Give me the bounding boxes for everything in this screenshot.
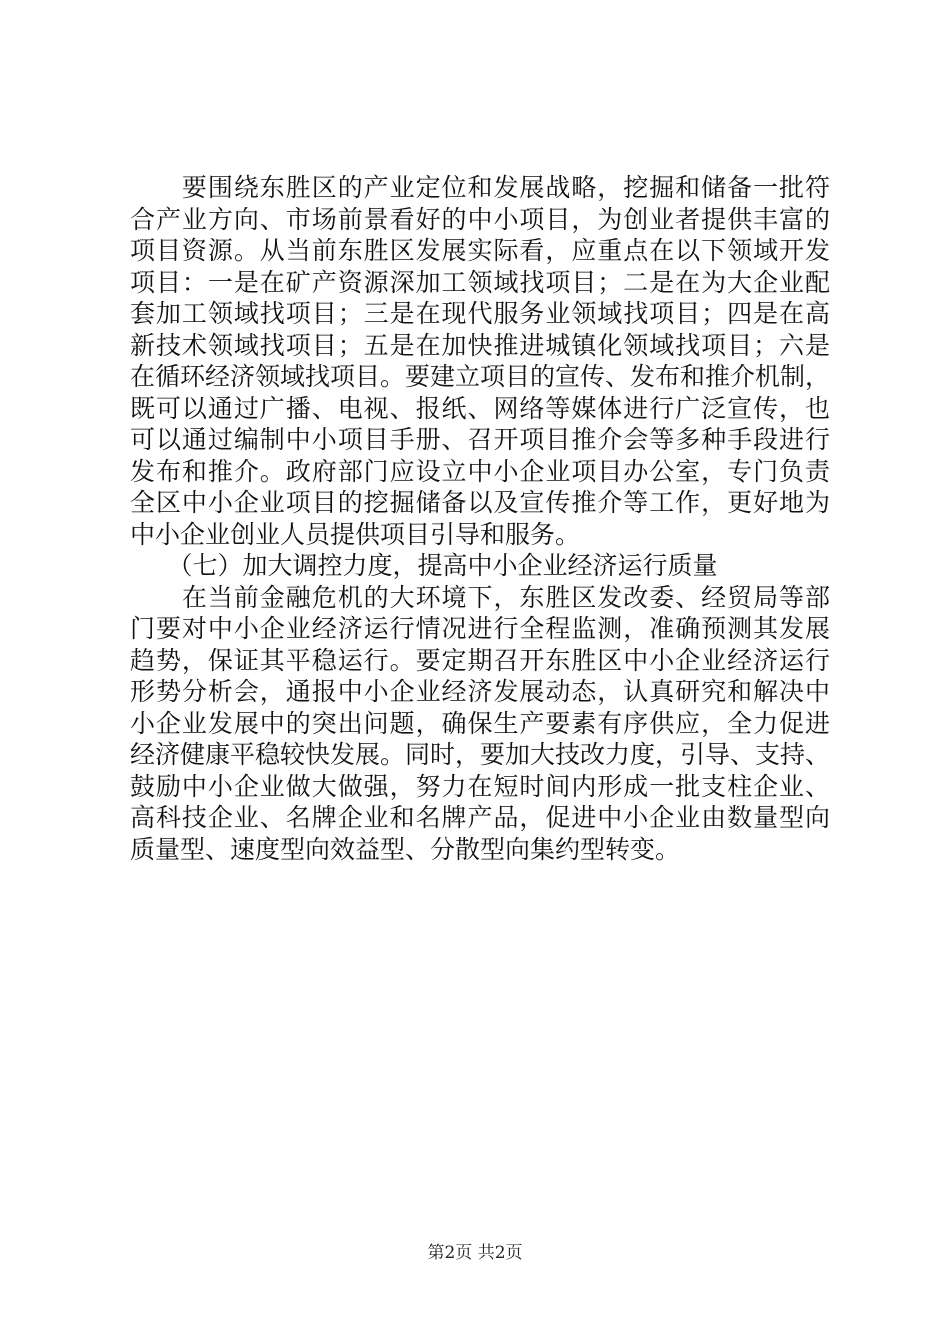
body-line: 门要对中小企业经济运行情况进行全程监测，准确预测其发展 bbox=[130, 614, 830, 643]
body-line: 项目：一是在矿产资源深加工领域找项目；二是在为大企业配 bbox=[130, 267, 830, 297]
body-line: 鼓励中小企业做大做强，努力在短时间内形成一批支柱企业、 bbox=[130, 771, 830, 801]
body-line: 要围绕东胜区的产业定位和发展战略，挖掘和储备一批符 bbox=[130, 173, 830, 202]
body-line: 在当前金融危机的大环境下，东胜区发改委、经贸局等部 bbox=[130, 582, 830, 612]
body-line: 既可以通过广播、电视、报纸、网络等媒体进行广泛宣传，也 bbox=[130, 393, 830, 423]
page-footer: 第2页 共2页 bbox=[427, 1243, 523, 1263]
body-line: 可以通过编制中小项目手册、召开项目推介会等多种手段进行 bbox=[130, 425, 830, 454]
body-line: 发布和推介。政府部门应设立中小企业项目办公室，专门负责 bbox=[130, 456, 830, 486]
body-line: 在循环经济领域找项目。要建立项目的宣传、发布和推介机制， bbox=[130, 362, 831, 391]
body-line: 套加工领域找项目；三是在现代服务业领域找项目；四是在高 bbox=[130, 299, 830, 328]
body-line: 中小企业创业人员提供项目引导和服务。 bbox=[130, 519, 581, 549]
body-line: 经济健康平稳较快发展。同时，要加大技改力度，引导、支持、 bbox=[130, 740, 831, 769]
body-line: 形势分析会，通报中小企业经济发展动态，认真研究和解决中 bbox=[130, 677, 830, 706]
body-line: 全区中小企业项目的挖掘储备以及宣传推介等工作，更好地为 bbox=[130, 488, 830, 517]
body-line: 项目资源。从当前东胜区发展实际看，应重点在以下领域开发 bbox=[130, 236, 830, 265]
document-body bbox=[130, 172, 830, 865]
body-line: 趋势，保证其平稳运行。要定期召开东胜区中小企业经济运行 bbox=[130, 645, 830, 675]
section-heading: （七）加大调控力度，提高中小企业经济运行质量 bbox=[130, 551, 718, 580]
body-line: 新技术领域找项目；五是在加快推进城镇化领域找项目；六是 bbox=[130, 330, 830, 360]
body-line: 质量型、速度型向效益型、分散型向集约型转变。 bbox=[130, 834, 681, 864]
body-line: 合产业方向、市场前景看好的中小项目，为创业者提供丰富的 bbox=[130, 204, 830, 234]
body-line: 小企业发展中的突出问题，确保生产要素有序供应，全力促进 bbox=[130, 708, 830, 738]
body-line: 高科技企业、名牌企业和名牌产品，促进中小企业由数量型向 bbox=[130, 803, 830, 832]
